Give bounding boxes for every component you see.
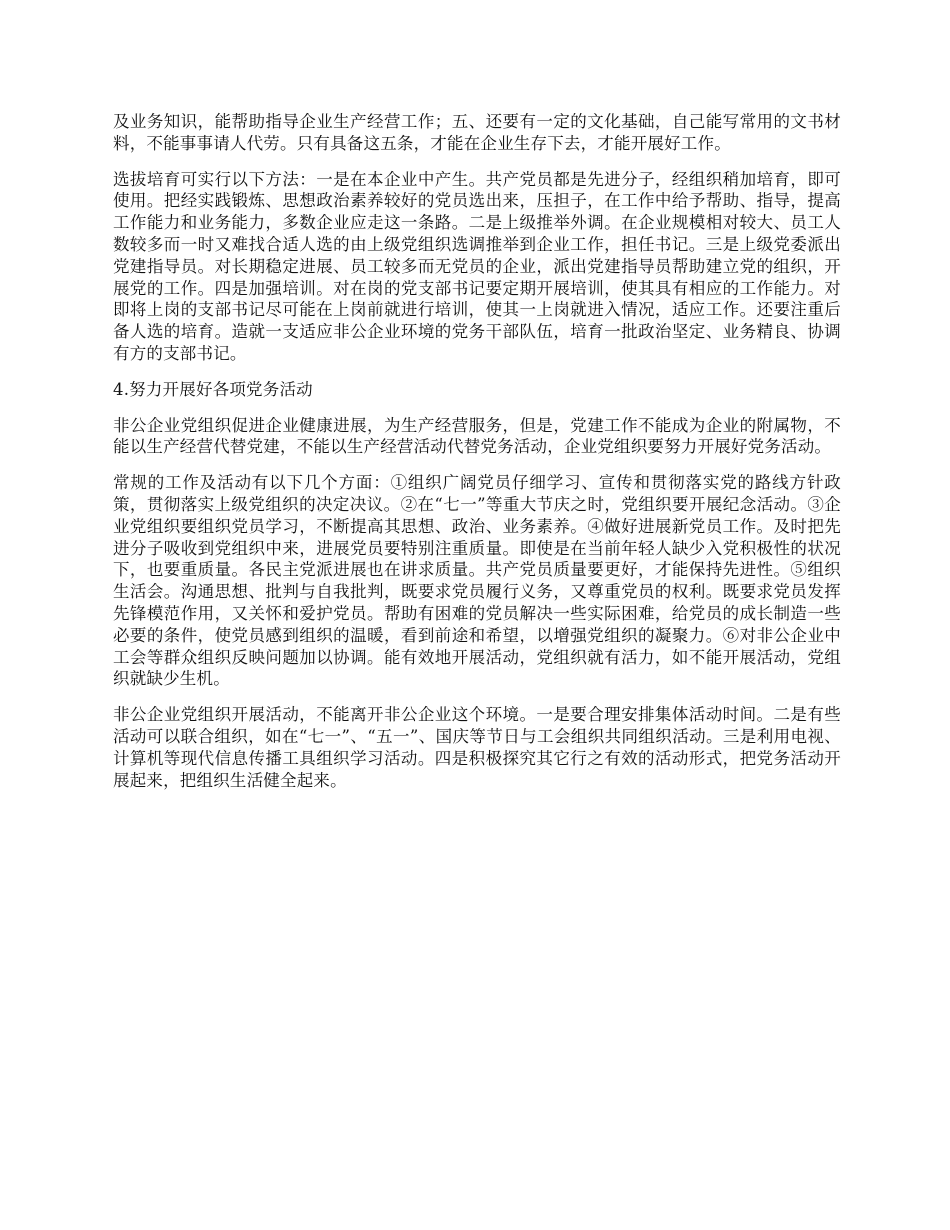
document-body: [113, 111, 841, 805]
paragraph-selection-methods: 选拔培育可实行以下方法：一是在本企业中产生。共产党员都是先进分子，经组织稍加培育，即可使用。把经实践锻炼、思想政治素养较好的党员选出来，压担子，在工作中给予帮助、指导，提高工作能力和业务能力，多数企业应走这一条路。二是上级推举外调。在企业规模相对较大、员工人数较多而一时又难找合适人选的由上级党组织选调推举到企业工作，担任书记。三是上级党委派出党建指导员。对长期稳定进展、员工较多而无党员的企业，派出党建指导员帮助建立党的组织，开展党的工作。四是加强培训。对在岗的党支部书记要定期开展培训，使其具有相应的工作能力。对即将上岗的支部书记尽可能在上岗前就进行培训，使其一上岗就进入情况，适应工作。还要注重后备人选的培育。造就一支适应非公企业环境的党务干部队伍，培育一批政治坚定、业务精良、协调有方的支部书记。: [113, 169, 841, 363]
paragraph-regular-activities: 常规的工作及活动有以下几个方面：①组织广阔党员仔细学习、宣传和贯彻落实党的路线方针政策，贯彻落实上级党组织的决定决议。②在“七一”等重大节庆之时，党组织要开展纪念活动。③企业党组织要组织党员学习，不断提高其思想、政治、业务素养。④做好进展新党员工作。及时把先进分子吸收到党组织中来，进展党员要特别注重质量。即使是在当前年轻人缺少入党积极性的状况下，也要重质量。各民主党派进展也在讲求质量。共产党员质量要更好，才能保持先进性。⑤组织生活会。沟通思想、批判与自我批判，既要求党员履行义务，又尊重党员的权利。既要求党员发挥先锋模范作用，又关怀和爱护党员。帮助有困难的党员解决一些实际困难，给党员的成长制造一些必要的条件，使党员感到组织的温暖，看到前途和希望，以增强党组织的凝聚力。⑥对非公企业中工会等群众组织反映问题加以协调。能有效地开展活动，党组织就有活力，如不能开展活动，党组织就缺少生机。: [113, 473, 841, 689]
paragraph-activity-environment: 非公企业党组织开展活动，不能离开非公企业这个环境。一是要合理安排集体活动时间。二是有些活动可以联合组织，如在“七一”、“五一”、国庆等节日与工会组织共同组织活动。三是利用电视、计算机等现代信息传播工具组织学习活动。四是积极探究其它行之有效的活动形式，把党务活动开展起来，把组织生活健全起来。: [113, 705, 841, 790]
section-heading: 4.努力开展好各项党务活动: [113, 379, 313, 399]
paragraph-requirements-end: 及业务知识，能帮助指导企业生产经营工作；五、还要有一定的文化基础，自己能写常用的文书材料，不能事事请人代劳。只有具备这五条，才能在企业生存下去，才能开展好工作。: [113, 112, 841, 153]
paragraph-party-activities-intro: 非公企业党组织促进企业健康进展，为生产经营服务，但是，党建工作不能成为企业的附属物，不能以生产经营代替党建，不能以生产经营活动代替党务活动，企业党组织要努力开展好党务活动。: [113, 415, 841, 457]
